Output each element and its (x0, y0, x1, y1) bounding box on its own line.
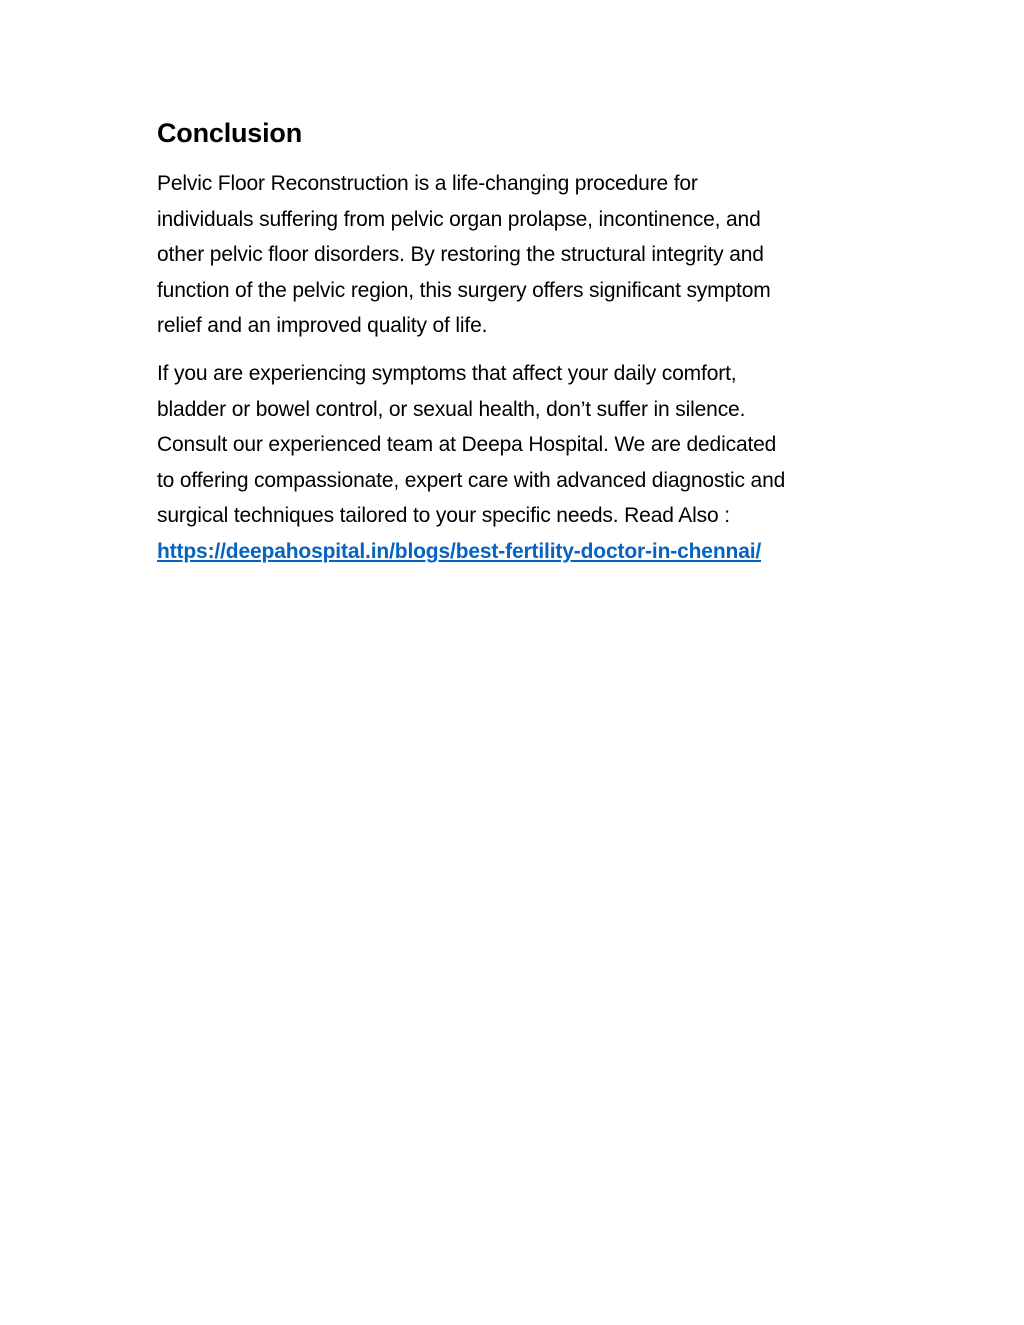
document-page (157, 112, 867, 582)
section-heading: Conclusion (157, 118, 302, 148)
paragraph-line: bladder or bowel control, or sexual health, don’t suffer in silence. (157, 397, 746, 421)
paragraph-line: other pelvic floor disorders. By restoring the structural integrity and (157, 243, 764, 267)
paragraph-line: relief and an improved quality of life. (157, 314, 488, 338)
paragraph-line: individuals suffering from pelvic organ prolapse, incontinence, and (157, 207, 761, 231)
paragraph-line: function of the pelvic region, this surgery offers significant symptom (157, 278, 771, 302)
paragraph-line: If you are experiencing symptoms that affect your daily comfort, (157, 361, 737, 385)
paragraph-conclusion-summary (157, 166, 867, 344)
paragraph-line: surgical techniques tailored to your specific needs. Read Also : (157, 504, 730, 528)
paragraph-line: Pelvic Floor Reconstruction is a life-changing procedure for (157, 172, 698, 195)
read-also-link[interactable]: https://deepahospital.in/blogs/best-fertility-doctor-in-chennai/ (157, 539, 762, 563)
paragraph-line: Consult our experienced team at Deepa Hospital. We are dedicated (157, 433, 777, 457)
paragraph-call-to-action (157, 356, 867, 570)
link-line (157, 534, 867, 570)
paragraph-line: to offering compassionate, expert care with advanced diagnostic and (157, 468, 786, 492)
